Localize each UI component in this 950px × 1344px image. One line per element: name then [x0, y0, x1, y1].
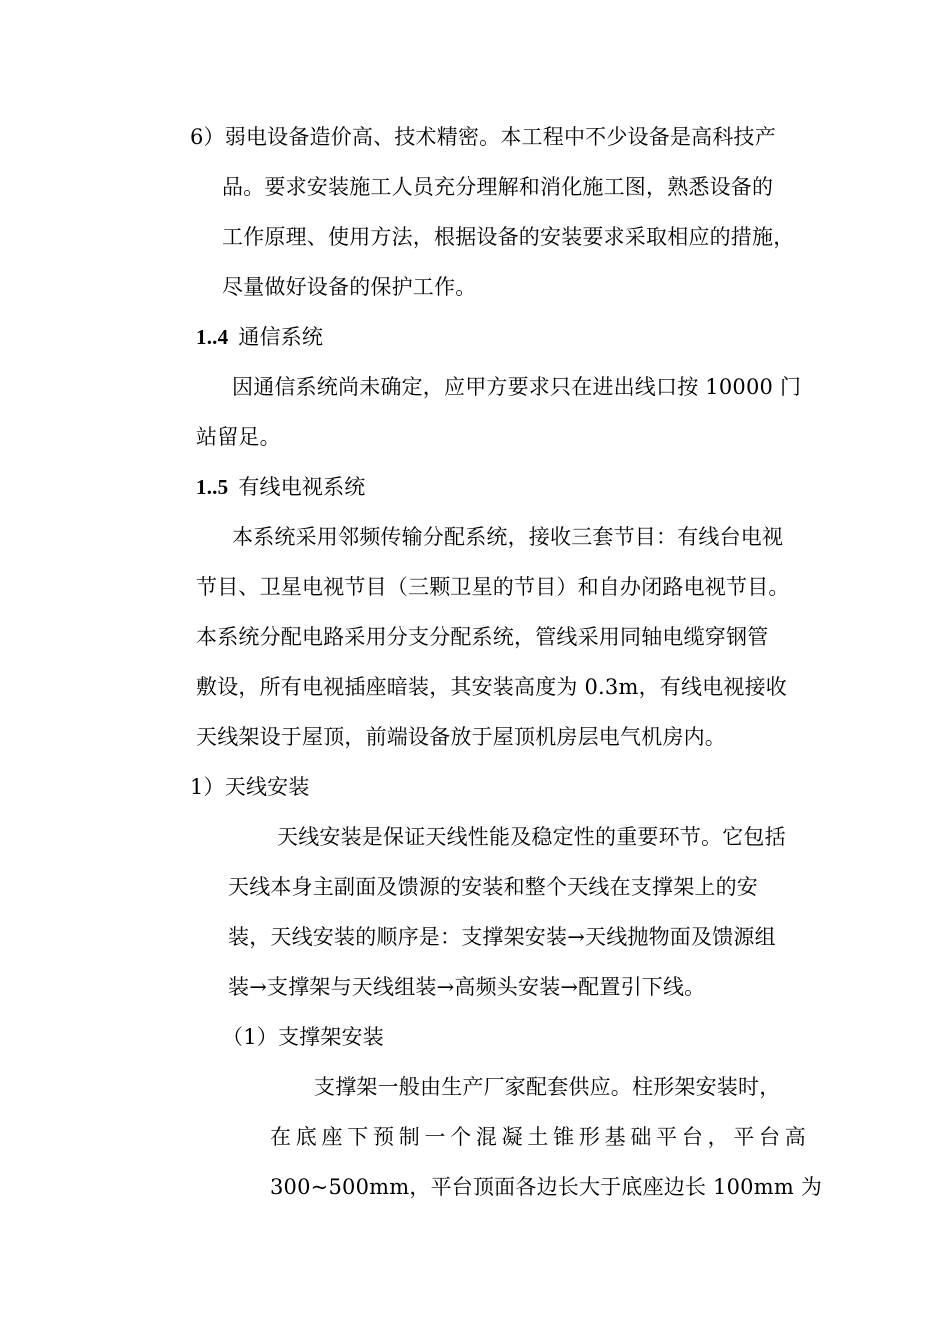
- item6-line-2: 品。要求安装施工人员充分理解和消化施工图，熟悉设备的: [222, 175, 774, 199]
- support-heading: （1）支撑架安装: [222, 1025, 384, 1049]
- item6-line-4: 尽量做好设备的保护工作。: [222, 275, 477, 299]
- section-1-4-heading: [196, 322, 323, 352]
- section-1-4-number: 1..4: [196, 325, 229, 349]
- section-1-4-line-1: 因通信系统尚未确定，应甲方要求只在进出线口按 10000 门: [232, 375, 802, 399]
- antenna-line-1: 天线安装是保证天线性能及稳定性的重要环节。它包括: [277, 825, 786, 849]
- section-1-5-line-2: 节目、卫星电视节目（三颗卫星的节目）和自办闭路电视节目。: [196, 575, 790, 599]
- section-1-5-line-3: 本系统分配电路采用分支分配系统，管线采用同轴电缆穿钢管: [196, 625, 769, 649]
- antenna-line-4: 装→支撑架与天线组装→高频头安装→配置引下线。: [228, 975, 706, 999]
- antenna-line-3: 装，天线安装的顺序是：支撑架安装→天线抛物面及馈源组: [228, 925, 776, 949]
- item6-line-3: 工作原理、使用方法，根据设备的安装要求采取相应的措施，: [222, 225, 795, 249]
- section-1-5-line-4: 敷设，所有电视插座暗装，其安装高度为 0.3m，有线电视接收: [196, 675, 787, 699]
- section-1-4-line-2: 站留足。: [196, 425, 281, 449]
- support-line-2: 在底座下预制一个混凝土锥形基础平台，平台高: [270, 1125, 806, 1149]
- support-line-3: 300~500mm，平台顶面各边长大于底座边长 100mm 为: [270, 1175, 823, 1199]
- section-1-5-heading: [196, 472, 366, 502]
- antenna-heading: 1）天线安装: [190, 775, 310, 799]
- section-1-5-line-5: 天线架设于屋顶，前端设备放于屋顶机房层电气机房内。: [196, 725, 726, 749]
- section-1-5-line-1: 本系统采用邻频传输分配系统，接收三套节目：有线台电视: [232, 525, 784, 549]
- antenna-line-2: 天线本身主副面及馈源的安装和整个天线在支撑架上的安: [228, 875, 758, 899]
- section-1-5-title: 有线电视系统: [238, 475, 366, 499]
- item6-line-1: 6）弱电设备造价高、技术精密。本工程中不少设备是高科技产: [190, 125, 776, 149]
- section-1-4-title: 通信系统: [238, 325, 324, 349]
- section-1-5-number: 1..5: [196, 475, 229, 499]
- support-line-1: 支撑架一般由生产厂家配套供应。柱形架安装时，: [314, 1075, 781, 1099]
